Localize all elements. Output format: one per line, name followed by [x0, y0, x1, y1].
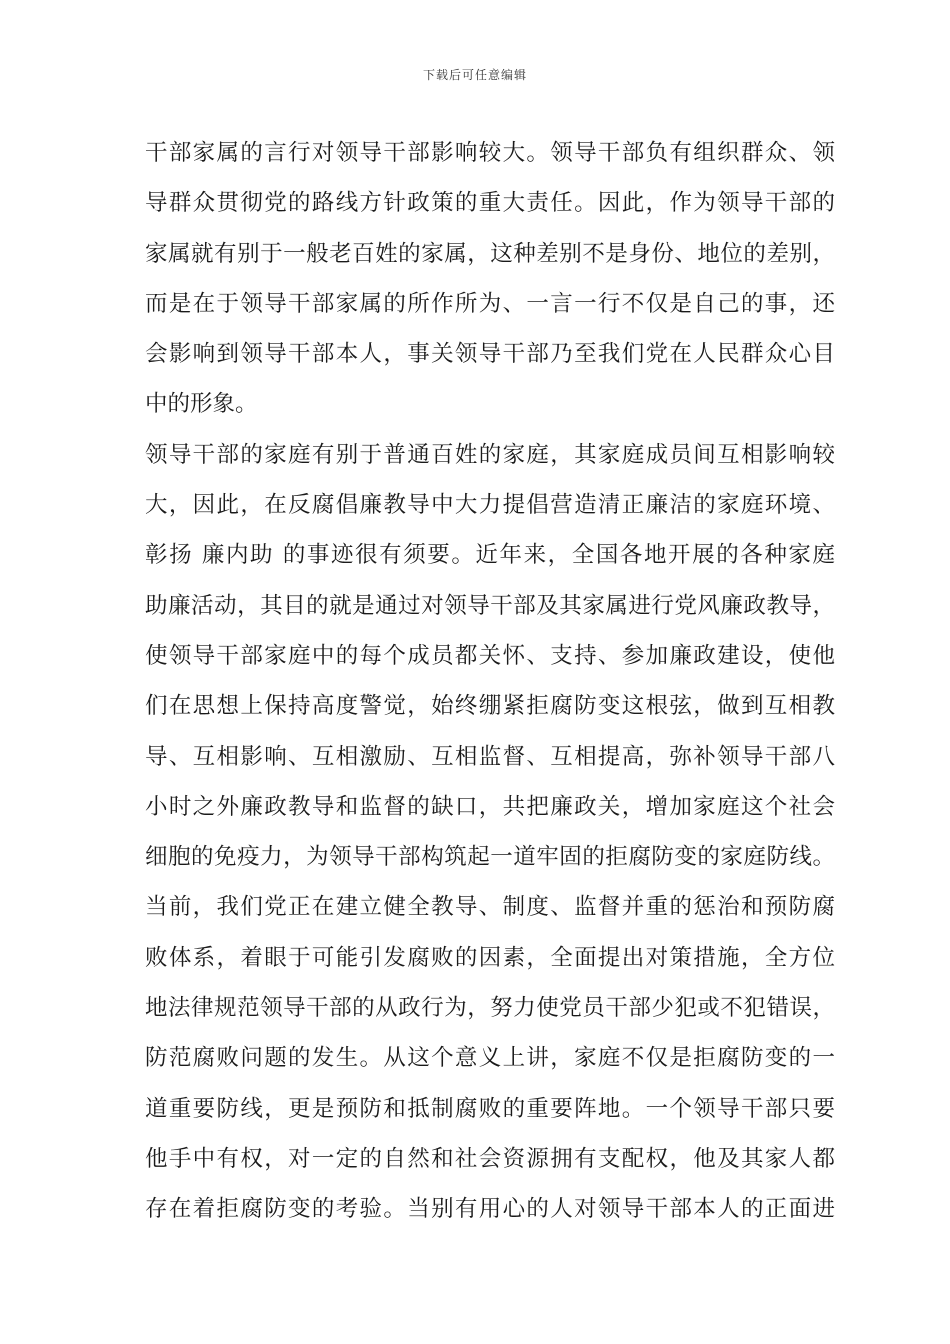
text-line: 防范腐败问题的发生。从这个意义上讲，家庭不仅是拒腐防变的一	[145, 1045, 835, 1072]
text-line: 细胞的免疫力，为领导干部构筑起一道牢固的拒腐防变的家庭防线。	[145, 844, 835, 871]
text-line: 小时之外廉政教导和监督的缺口，共把廉政关，增加家庭这个社会	[145, 793, 835, 820]
text-line: 地法律规范领导干部的从政行为，努力使党员干部少犯或不犯错误，	[145, 995, 835, 1022]
paragraph-1	[145, 128, 835, 430]
text-line: 他手中有权，对一定的自然和社会资源拥有支配权，他及其家人都	[145, 1145, 835, 1172]
text-line: 败体系，着眼于可能引发腐败的因素，全面提出对策措施，全方位	[145, 944, 835, 971]
text-line: 中的形象。	[145, 391, 258, 418]
text-line: 大，因此，在反腐倡廉教导中大力提倡营造清正廉洁的家庭环境、	[145, 492, 835, 519]
text-line: 领导干部的家庭有别于普通百姓的家庭，其家庭成员间互相影响较	[145, 441, 835, 468]
text-line: 导、互相影响、互相激励、互相监督、互相提高，弥补领导干部八	[145, 743, 835, 770]
text-line: 干部家属的言行对领导干部影响较大。领导干部负有组织群众、领	[145, 140, 835, 166]
text-line: 道重要防线，更是预防和抵制腐败的重要阵地。一个领导干部只要	[145, 1095, 835, 1122]
text-line: 会影响到领导干部本人，事关领导干部乃至我们党在人民群众心目	[145, 341, 835, 368]
text-line: 们在思想上保持高度警觉，始终绷紧拒腐防变这根弦，做到互相教	[145, 693, 835, 720]
document-body	[145, 128, 835, 1235]
text-line: 而是在于领导干部家属的所作所为、一言一行不仅是自己的事，还	[145, 290, 835, 317]
paragraph-2	[145, 430, 835, 883]
text-line: 使领导干部家庭中的每个成员都关怀、支持、参加廉政建设，使他	[145, 642, 835, 669]
text-line: 当前，我们党正在建立健全教导、制度、监督并重的惩治和预防腐	[145, 894, 835, 921]
text-line: 家属就有别于一般老百姓的家属，这种差别不是身份、地位的差别，	[145, 240, 835, 267]
page-header: 下载后可任意编辑	[422, 68, 527, 82]
text-line: 导群众贯彻党的路线方针政策的重大责任。因此，作为领导干部的	[145, 190, 835, 217]
text-line: 彰扬 廉内助 的事迹很有须要。近年来，全国各地开展的各种家庭	[145, 542, 835, 569]
text-line: 助廉活动，其目的就是通过对领导干部及其家属进行党风廉政教导，	[145, 592, 835, 619]
text-line: 存在着拒腐防变的考验。当别有用心的人对领导干部本人的正面进	[145, 1196, 835, 1223]
paragraph-3	[145, 882, 835, 1234]
